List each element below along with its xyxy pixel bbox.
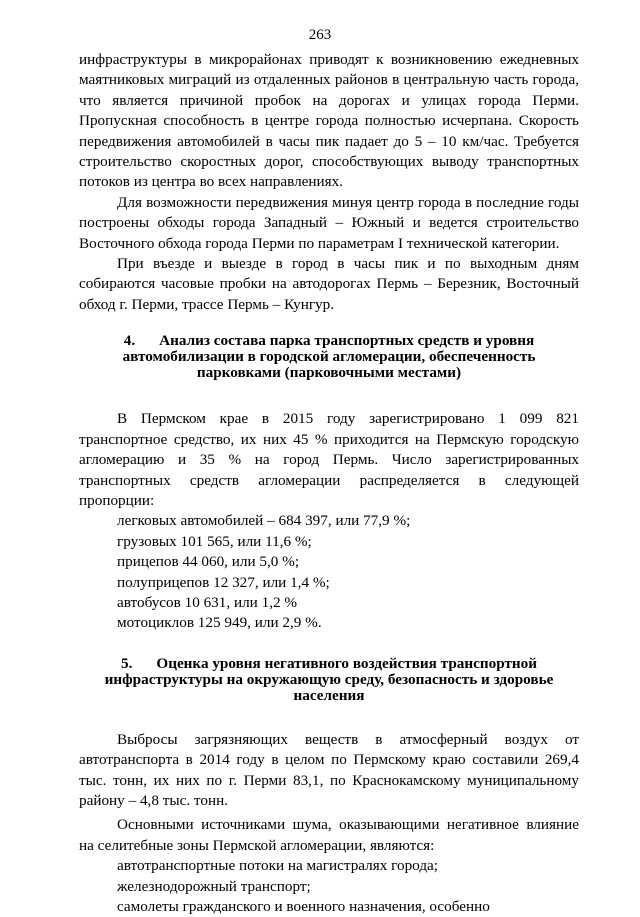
list-item: железнодорожный транспорт;	[117, 877, 311, 895]
section-5-noise-sources: Основными источниками шума, оказывающими негативное влияние на селитебные зоны Пермской агломерации, являются:	[79, 816, 579, 854]
paragraph-infrastructure: инфраструктуры в микрорайонах приводят к возникновению ежедневных маятниковых миграций из отдаленных районов в центральную часть города, что является причиной пробок на дорогах и улицах города Перми. Пропускная способность в центре города полностью исчерпана. Скорость передвижения автомобилей в часы пик падает до 5 – 10 км/час. Требуется строительство скоростных дорог, способствующих выводу транспортных потоков из центра во всех направлениях.	[79, 51, 579, 191]
list-item: автобусов 10 631, или 1,2 %	[117, 593, 298, 611]
section-4-title: Анализ состава парка транспортных средств и уровня автомобилизации в городской агломерации, обеспеченность парковками (парковочными местами)	[122, 332, 536, 382]
section-4-number: 4.	[123, 332, 136, 350]
list-item: грузовых 101 565, или 11,6 %;	[117, 532, 312, 550]
section-5-heading	[79, 656, 579, 704]
vehicle-list	[79, 511, 579, 633]
section-4-intro: В Пермском крае в 2015 году зарегистрировано 1 099 821 транспортное средство, их них 45 % приходится на Пермскую городскую агломерацию и 35 % на город Пермь. Число зарегистрированных транспортных средств агломерации распределяется в следующей пропорции:	[79, 410, 579, 509]
section-4-heading	[79, 333, 579, 381]
list-item: самолеты гражданского и военного назначения, особенно	[117, 898, 490, 915]
list-item: автотранспортные потоки на магистралях города;	[117, 857, 439, 875]
list-item: мотоциклов 125 949, или 2,9 %.	[117, 614, 322, 632]
paragraph-bypass: Для возможности передвижения минуя центр города в последние годы построены обходы города Западный – Южный и ведется строительство Восточного обхода города Перми по параметрам I технической категории.	[79, 193, 579, 252]
page-number: 263	[308, 27, 332, 43]
section-5-number: 5.	[120, 654, 133, 672]
section-5-emissions: Выбросы загрязняющих веществ в атмосферный воздух от автотранспорта в 2014 году в целом по Пермскому краю составили 269,4 тыс. тонн, их них по г. Перми 83,1, по Краснокамскому муниципальному району – 4,8 тыс. тонн.	[79, 730, 579, 809]
list-item: прицепов 44 060, или 5,0 %;	[117, 553, 300, 571]
list-item: полуприцепов 12 327, или 1,4 %;	[117, 573, 330, 591]
noise-source-list	[79, 856, 579, 917]
paragraph-traffic-jams: При въезде и выезде в город в часы пик и по выходным дням собираются часовые пробки на автодорогах Пермь – Березник, Восточный обход г. Перми, трассе Пермь – Кунгур.	[79, 255, 579, 313]
section-5-title: Оценка уровня негативного воздействия транспортной инфраструктуры на окружающую среду, безопасность и здоровье населения	[104, 654, 554, 704]
page-content	[79, 50, 579, 917]
list-item: легковых автомобилей – 684 397, или 77,9 %;	[117, 512, 411, 530]
